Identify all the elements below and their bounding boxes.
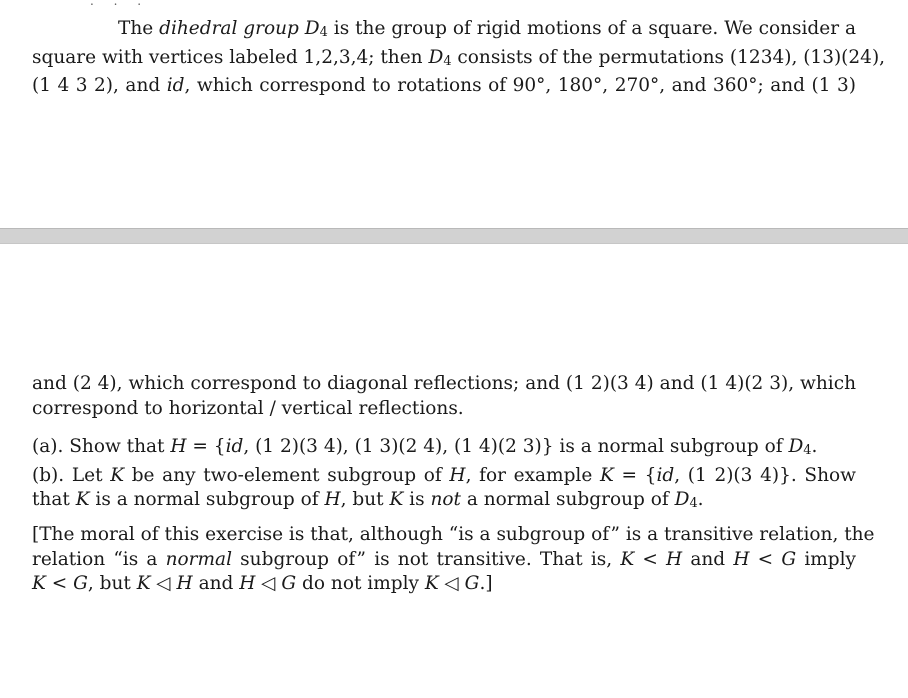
math-operator: ◁ [438,573,465,594]
text-line [32,435,856,464]
math-subscript: 4 [443,53,452,69]
math-symbol: H [324,489,341,510]
paragraph-exercise-parts [32,435,856,517]
math-symbol: D [674,489,690,510]
paragraph-dihedral-intro [32,17,886,99]
math-subscript: 4 [689,496,698,511]
paragraph-reflections [32,372,856,421]
math-operator: < [45,573,74,594]
math-symbol: H [239,573,256,594]
text: , but [340,489,390,510]
text-line [32,548,856,573]
text-line: and (2 4), which correspond to diagonal reflections; and (1 2)(3 4) and (1 4)(2 3), which [32,373,856,394]
math-symbol: K [620,548,635,570]
math-symbol: H [176,573,193,594]
text: that [32,489,76,510]
math-symbol: K [32,573,46,594]
text: consists of the permutations (1234), (13)(24), [451,46,886,68]
text-line [32,17,856,46]
text: do not imply [296,573,425,594]
math-symbol: K [75,489,90,510]
math-symbol: G [464,573,480,594]
text-line: [The moral of this exercise is that, although “is a subgroup of” is a transitive relation, the [32,524,875,545]
text: and [192,573,240,594]
text: = { [613,464,657,486]
text: The [118,18,160,39]
text: . [811,436,818,457]
text-line [32,572,856,597]
text: a normal subgroup of [460,489,675,510]
text: = { [186,436,226,457]
text: , (1 2)(3 4)}. Show [674,464,856,486]
math-symbol: K [136,573,151,594]
text: , but [87,573,137,594]
top-cropped-text: . . . [90,0,150,8]
text: .] [479,573,493,594]
text-line [32,464,856,489]
text-line [32,74,856,99]
page-top-fragment [0,0,908,228]
math-symbol: id [656,464,675,486]
page-separator [0,228,908,244]
text: is the group of rigid motions of a square. We consider a [327,18,856,39]
math-subscript: 4 [803,443,812,458]
math-operator: ◁ [255,573,282,594]
text: is [403,489,431,510]
text: , for example [465,464,600,486]
text: , which correspond to rotations of 90°, 180°, 270°, and 360°; and (1 3) [184,75,856,96]
math-symbol: K [389,489,404,510]
math-symbol: id [225,436,244,457]
math-symbol: D [428,46,444,68]
math-subscript: 4 [319,25,328,40]
math-symbol: H [170,436,187,457]
math-symbol: H [666,548,683,570]
text-italic: not [430,489,461,510]
text: (a). Show that [32,436,171,457]
math-symbol: K [424,573,439,594]
math-symbol: G [73,573,88,594]
paragraph-moral [32,523,875,597]
math-symbol: K [599,464,614,486]
text: is a normal subgroup of [89,489,325,510]
math-symbol: G [281,573,297,594]
math-symbol: H [733,548,750,570]
math-operator: < [634,548,667,570]
text-italic: dihedral group [159,18,299,39]
math-symbol: G [781,548,797,570]
math-symbol: D [298,18,320,39]
text-line [32,46,886,75]
text-italic: normal [165,548,232,570]
text: and [682,548,734,570]
text: relation “is a [32,548,166,570]
text: , (1 2)(3 4), (1 3)(2 4), (1 4)(2 3)} is a normal subgroup of [243,436,789,457]
text: (b). Let [32,464,111,486]
text: (1 4 3 2), and [32,75,167,96]
math-symbol: D [788,436,804,457]
math-operator: ◁ [150,573,177,594]
text: be any two-element subgroup of [124,464,450,486]
text: . [697,489,704,510]
math-symbol: id [166,75,185,96]
math-symbol: K [110,464,125,486]
page-bottom-fragment [0,244,908,698]
text: square with vertices labeled 1,2,3,4; then [32,46,429,68]
text-line: correspond to horizontal / vertical reflections. [32,397,464,419]
text-line [32,488,856,517]
math-symbol: H [449,464,466,486]
text: subgroup of” is not transitive. That is, [232,548,621,570]
math-operator: < [749,548,782,570]
text: imply [796,548,857,570]
